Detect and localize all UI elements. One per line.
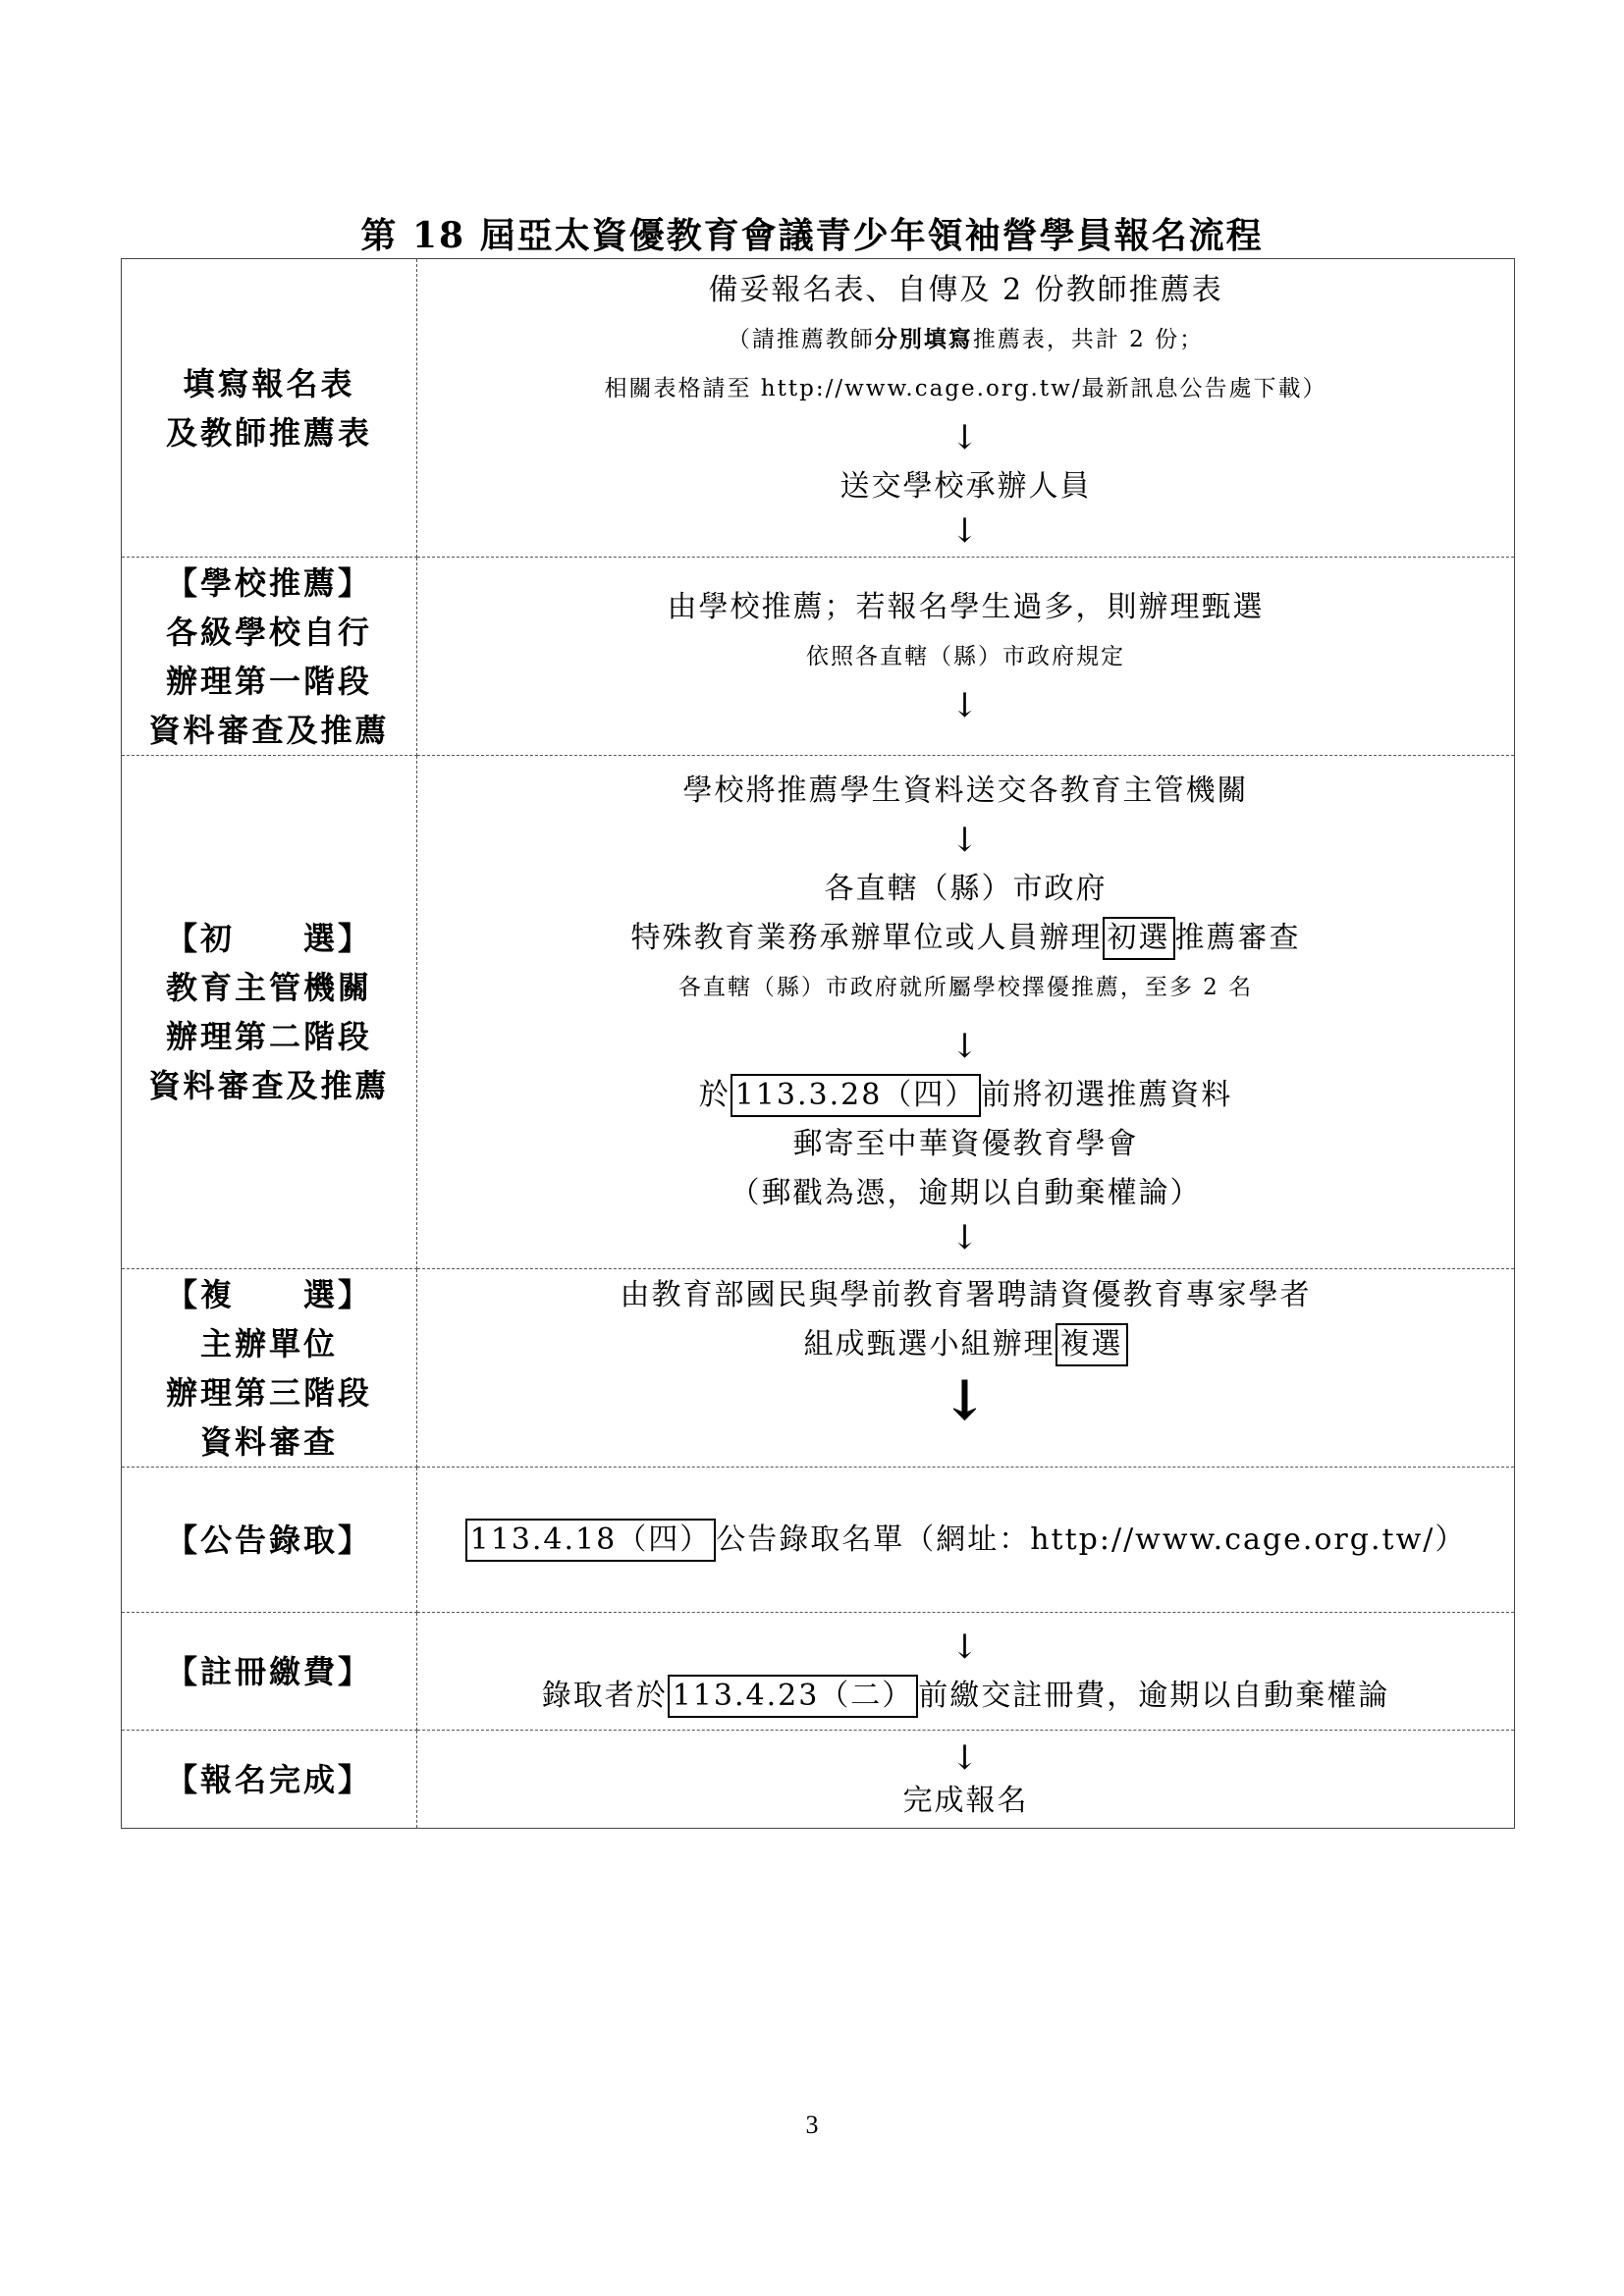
flow-row-announcement — [122, 1468, 1515, 1613]
step-content-registration-complete: ↓ 完成報名 — [417, 1731, 1515, 1829]
step-content-fill-form: 備妥報名表、自傳及 2 份教師推薦表 （請推薦教師分別填寫推薦表，共計 2 份； 相關表格請至 http://www.cage.org.tw/最新訊息公告處下載） ↓ 送交學校承辦人員 ↓ — [417, 259, 1515, 558]
flow-row-school-recommendation — [122, 558, 1515, 756]
preliminary-selection-box: 初選 — [1103, 917, 1175, 960]
step-label-fill-form: 填寫報名表 及教師推薦表 — [122, 259, 417, 558]
step-content-preliminary-selection: 學校將推薦學生資料送交各教育主管機關 ↓ 各直轄（縣）市政府 特殊教育業務承辦單位或人員辦理 初選 推薦審查 各直轄（縣）市政府就所屬學校擇優推薦，至多 2 名 ↓ 於 113.3.28（四） 前將初選推薦資料 郵寄至中華資優教育學會 （郵戳為憑，逾期以自動棄權論） ↓ — [417, 756, 1515, 1269]
down-arrow-icon: ↓ — [950, 510, 981, 551]
down-arrow-icon: ↓ — [950, 417, 981, 457]
payment-deadline-box: 113.4.23（二） — [668, 1675, 919, 1718]
down-arrow-icon: ↓ — [942, 1368, 990, 1433]
flow-row-final-selection — [122, 1269, 1515, 1468]
flow-row-registration-payment — [122, 1613, 1515, 1731]
down-arrow-icon: ↓ — [950, 1627, 981, 1667]
flow-row-preliminary-selection — [122, 756, 1515, 1269]
page-title: 第 18 屆亞太資優教育會議青少年領袖營學員報名流程 — [360, 215, 1264, 256]
download-note: 相關表格請至 http://www.cage.org.tw/最新訊息公告處下載） — [604, 375, 1327, 401]
step-label-announcement: 【公告錄取】 — [122, 1468, 417, 1613]
registration-flow-table — [121, 258, 1515, 1829]
final-selection-box: 複選 — [1056, 1323, 1128, 1366]
step-label-school-recommendation: 【學校推薦】 各級學校自行 辦理第一階段 資料審查及推薦 — [122, 558, 417, 756]
down-arrow-icon: ↓ — [950, 1027, 981, 1066]
page-number: 3 — [805, 2110, 819, 2139]
step-label-registration-payment: 【註冊繳費】 — [122, 1613, 417, 1731]
recommendation-note: （請推薦教師分別填寫推薦表，共計 2 份； — [727, 325, 1205, 352]
step-content-announcement: 113.4.18（四） 公告錄取名單（網址：http://www.cage.org.tw/） — [417, 1468, 1515, 1613]
step-label-final-selection: 【複 選】 主辦單位 辦理第三階段 資料審查 — [122, 1269, 417, 1468]
announcement-date-box: 113.4.18（四） — [465, 1519, 717, 1562]
down-arrow-icon: ↓ — [950, 685, 981, 725]
step-content-final-selection: 由教育部國民與學前教育署聘請資優教育專家學者 組成甄選小組辦理 複選 ↓ — [417, 1269, 1515, 1468]
down-arrow-icon: ↓ — [950, 1218, 981, 1257]
step-label-registration-complete: 【報名完成】 — [122, 1731, 417, 1829]
flow-row-fill-form — [122, 259, 1515, 558]
step-content-registration-payment: ↓ 錄取者於 113.4.23（二） 前繳交註冊費，逾期以自動棄權論 — [417, 1613, 1515, 1731]
deadline-date-box: 113.3.28（四） — [731, 1074, 982, 1117]
step-label-preliminary-selection: 【初 選】 教育主管機關 辦理第二階段 資料審查及推薦 — [122, 756, 417, 1269]
down-arrow-icon: ↓ — [950, 821, 981, 860]
down-arrow-icon: ↓ — [950, 1737, 981, 1778]
step-content-school-recommendation: 由學校推薦；若報名學生過多，則辦理甄選 依照各直轄（縣）市政府規定 ↓ — [417, 558, 1515, 756]
flow-row-registration-complete — [122, 1731, 1515, 1829]
